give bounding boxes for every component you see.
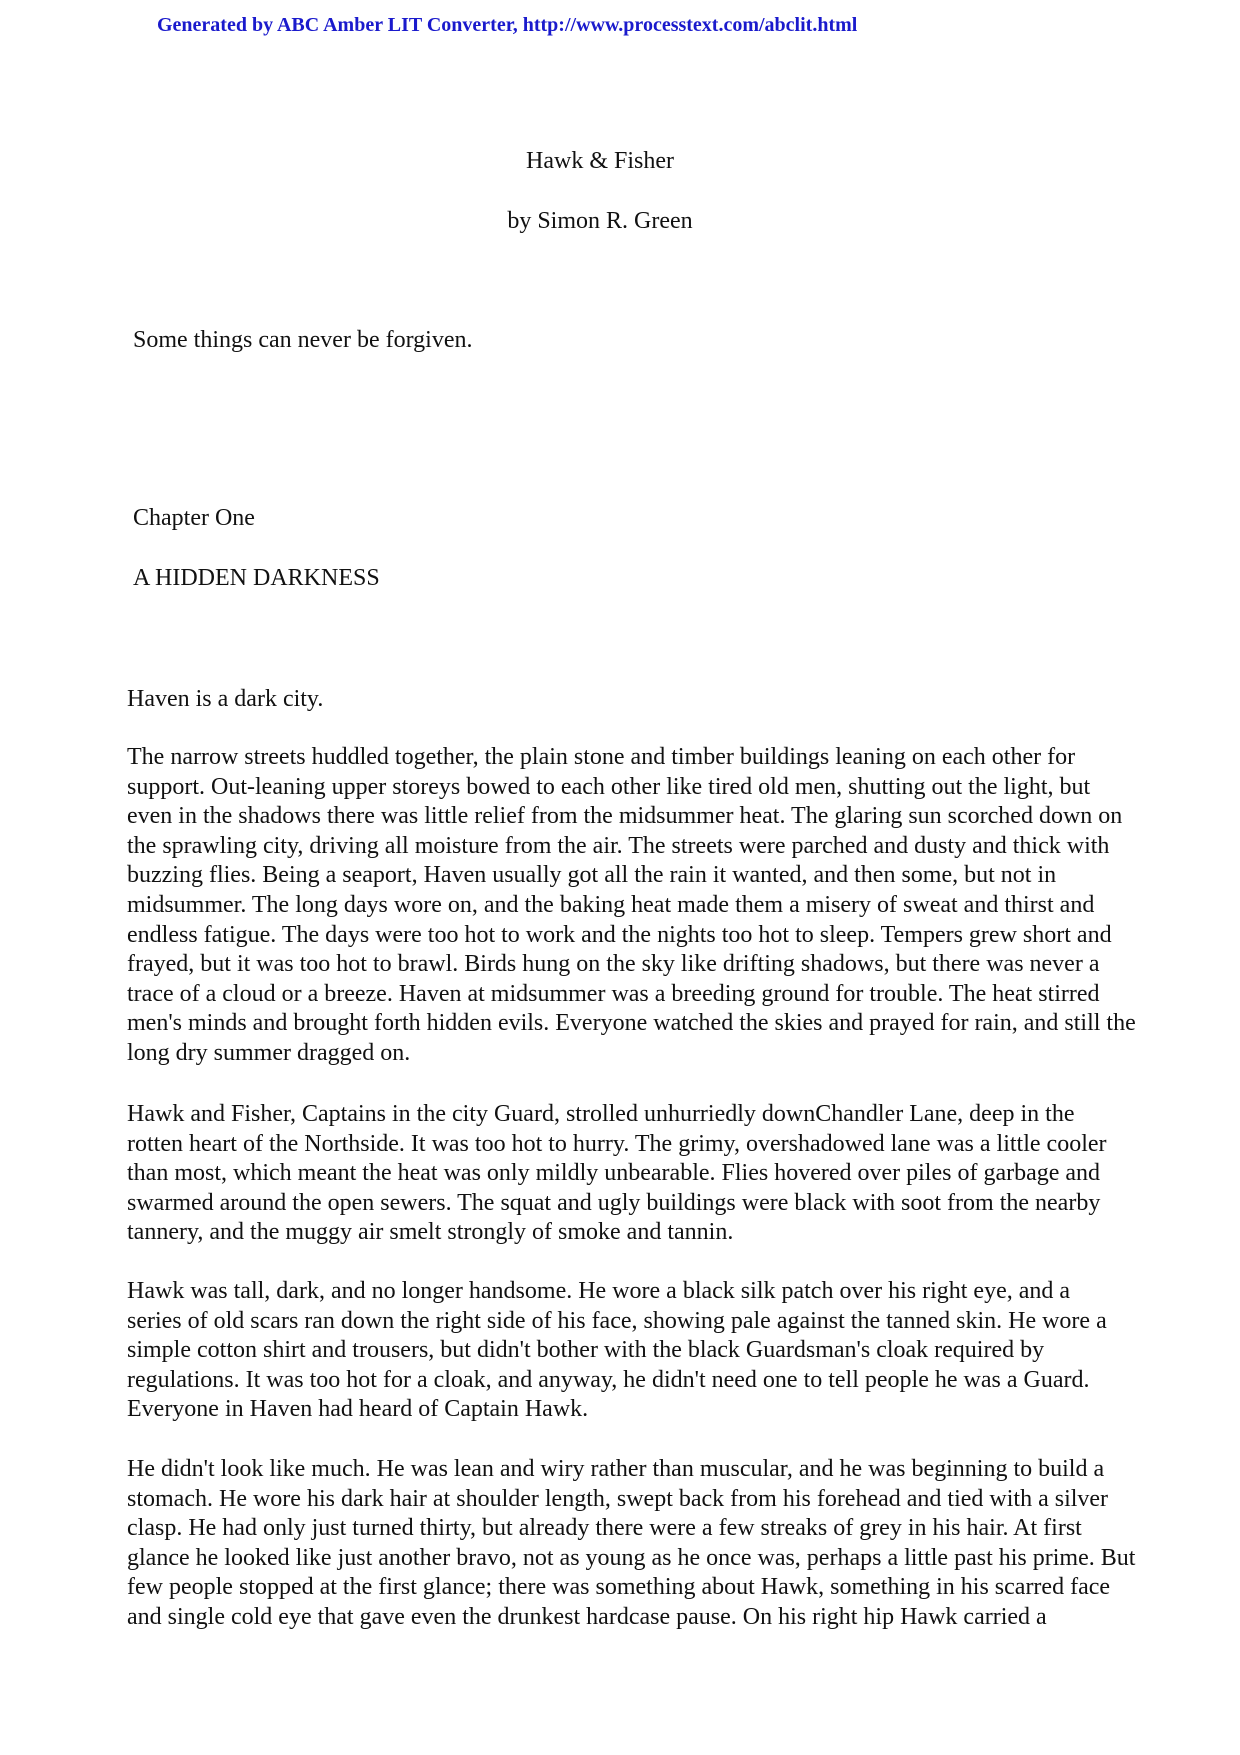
- text-line: The narrow streets huddled together, the plain stone and timber buildings leaning on each other for: [127, 744, 1076, 770]
- text-line: few people stopped at the first glance; there was something about Hawk, something in his scarred face: [127, 1574, 1111, 1601]
- text-line: regulations. It was too hot for a cloak, and anyway, he didn't need one to tell people he was a Guard.: [127, 1366, 1090, 1393]
- text-line: even in the shadows there was little relief from the midsummer heat. The glaring sun scorched down on: [127, 803, 1123, 830]
- text-line: the sprawling city, driving all moisture from the air. The streets were parched and dusty and thick with: [127, 832, 1110, 859]
- text-line: swarmed around the open sewers. The squat and ugly buildings were black with soot from the nearby: [127, 1189, 1101, 1216]
- text-line: rotten heart of the Northside. It was too hot to hurry. The grimy, overshadowed lane was a little cooler: [127, 1130, 1107, 1157]
- text-line: than most, which meant the heat was only mildly unbearable. Flies hovered over piles of garbage and: [127, 1160, 1101, 1187]
- text-line: midsummer. The long days wore on, and the baking heat made them a misery of sweat and thirst and: [127, 891, 1095, 918]
- generator-banner: Generated by ABC Amber LIT Converter, http://www.processtext.com/abclit.html: [157, 14, 858, 36]
- paragraph: [127, 743, 1136, 1069]
- paragraph: [127, 685, 1127, 715]
- text-line: tannery, and the muggy air smelt strongly of smoke and tannin.: [127, 1219, 734, 1246]
- book-title: Hawk & Fisher: [526, 148, 674, 174]
- text-line: Everyone in Haven had heard of Captain Hawk.: [127, 1396, 589, 1423]
- text-line: frayed, but it was too hot to brawl. Birds hung on the sky like drifting shadows, but there was never a: [127, 951, 1100, 978]
- text-line: buzzing flies. Being a seaport, Haven usually got all the rain it wanted, and then some, but not in: [127, 862, 1057, 889]
- text-line: clasp. He had only just turned thirty, but already there were a few streaks of grey in his hair. At first: [127, 1515, 1082, 1542]
- text-line: endless fatigue. The days were too hot to work and the nights too hot to sleep. Tempers grew short and: [127, 921, 1112, 948]
- chapter-title: A HIDDEN DARKNESS: [133, 565, 380, 591]
- text-line: He didn't look like much. He was lean and wiry rather than muscular, and he was beginning to build a: [127, 1456, 1105, 1482]
- paragraph: [127, 1100, 1127, 1248]
- epigraph: Some things can never be forgiven.: [133, 327, 473, 353]
- text-line: series of old scars ran down the right side of his face, showing pale against the tanned skin. He wore a: [127, 1307, 1107, 1334]
- text-line: long dry summer dragged on.: [127, 1039, 411, 1066]
- text-line: Hawk and Fisher, Captains in the city Guard, strolled unhurriedly downChandler Lane, deep in the: [127, 1101, 1075, 1127]
- book-author: by Simon R. Green: [507, 208, 693, 234]
- paragraph: [127, 1455, 1136, 1633]
- text-line: Hawk was tall, dark, and no longer handsome. He wore a black silk patch over his right eye, and a: [127, 1278, 1071, 1304]
- paragraph: [127, 1277, 1127, 1425]
- text-line: trace of a cloud or a breeze. Haven at midsummer was a breeding ground for trouble. The heat stirred: [127, 980, 1100, 1007]
- text-line: glance he looked like just another bravo, not as young as he once was, perhaps a little past his prime. But: [127, 1544, 1136, 1571]
- text-line: Haven is a dark city.: [127, 686, 324, 712]
- text-line: men's minds and brought forth hidden evils. Everyone watched the skies and prayed for rain, and still the: [127, 1010, 1136, 1037]
- chapter-number: Chapter One: [133, 505, 255, 531]
- text-line: simple cotton shirt and trousers, but didn't bother with the black Guardsman's cloak required by: [127, 1337, 1045, 1364]
- text-line: and single cold eye that gave even the drunkest hardcase pause. On his right hip Hawk carried a: [127, 1603, 1047, 1630]
- text-line: stomach. He wore his dark hair at shoulder length, swept back from his forehead and tied with a silver: [127, 1485, 1109, 1512]
- text-line: support. Out-leaning upper storeys bowed to each other like tired old men, shutting out the light, but: [127, 773, 1091, 800]
